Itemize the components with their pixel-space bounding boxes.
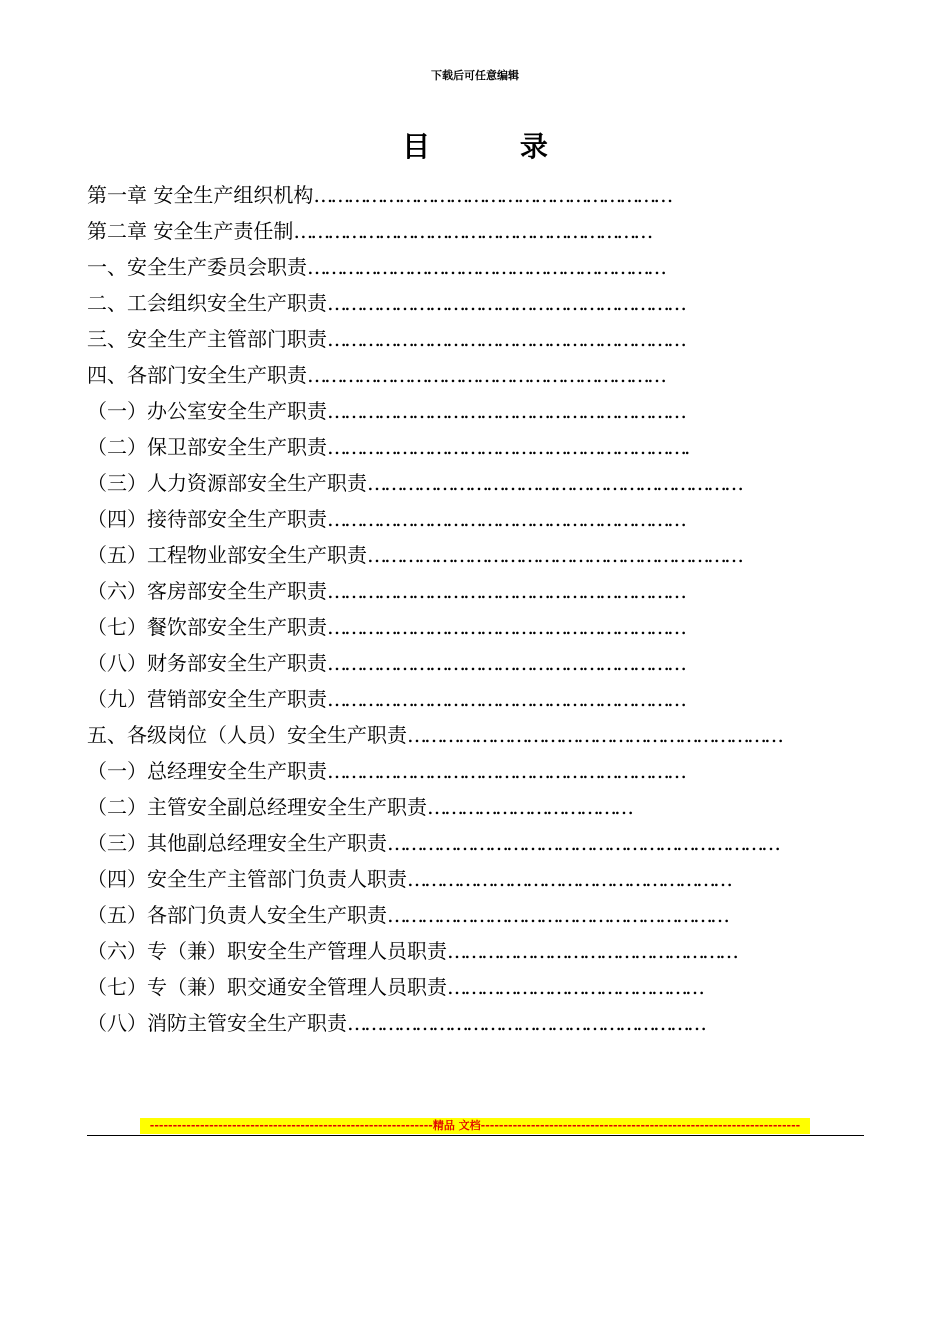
toc-entry-label: 第一章 安全生产组织机构	[87, 183, 314, 207]
page-title: 目 录	[402, 130, 588, 163]
toc-leader-dots: ………………………………………………………	[293, 219, 651, 243]
toc-entry[interactable]	[87, 537, 867, 573]
toc-entry[interactable]	[87, 789, 867, 825]
toc-entry-label: （六）专（兼）职安全生产管理人员职责	[87, 939, 447, 963]
toc-entry[interactable]	[87, 933, 867, 969]
toc-entry-label: （三）人力资源部安全生产职责	[87, 471, 367, 495]
toc-leader-dots: ………………………………………………………	[327, 507, 684, 531]
toc-leader-dots: ………………………………………………………	[327, 327, 684, 351]
toc-leader-dots: ………………………………………………………	[327, 687, 684, 711]
toc-entry[interactable]	[87, 285, 867, 321]
table-of-contents	[87, 177, 867, 1041]
header-note: 下载后可任意编辑	[431, 69, 519, 82]
toc-entry-label: （六）客房部安全生产职责	[87, 579, 327, 603]
toc-entry-label: （五）各部门负责人安全生产职责	[87, 903, 387, 927]
toc-entry-label: （九）营销部安全生产职责	[87, 687, 327, 711]
toc-entry-label: （八）财务部安全生产职责	[87, 651, 327, 675]
toc-entry[interactable]	[87, 213, 867, 249]
toc-entry-label: （五）工程物业部安全生产职责	[87, 543, 367, 567]
toc-entry[interactable]	[87, 861, 867, 897]
toc-entry[interactable]	[87, 969, 867, 1005]
toc-entry[interactable]	[87, 429, 867, 465]
toc-entry[interactable]	[87, 753, 867, 789]
toc-leader-dots: ……………………………………………………….	[327, 435, 688, 459]
toc-entry[interactable]	[87, 177, 867, 213]
toc-entry[interactable]	[87, 825, 867, 861]
toc-leader-dots: ………………………………	[427, 795, 631, 819]
toc-entry[interactable]	[87, 897, 867, 933]
toc-entry[interactable]	[87, 609, 867, 645]
toc-leader-dots: ………………………………………………………	[327, 579, 684, 603]
toc-entry-label: （二）保卫部安全生产职责	[87, 435, 327, 459]
toc-entry-label: （四）安全生产主管部门负责人职责	[87, 867, 407, 891]
toc-entry[interactable]	[87, 321, 867, 357]
toc-leader-dots: ……………………………………………………………	[387, 831, 778, 855]
toc-leader-dots: ………………………………………………………	[327, 291, 684, 315]
toc-leader-dots: ……………………………………………………	[387, 903, 727, 927]
toc-entry-label: （七）专（兼）职交通安全管理人员职责	[87, 975, 447, 999]
toc-entry-label: （一）总经理安全生产职责	[87, 759, 327, 783]
toc-entry-label: （八）消防主管安全生产职责	[87, 1011, 347, 1035]
toc-leader-dots: …………………………………………………………	[367, 543, 741, 567]
toc-leader-dots: ………………………………………………………	[327, 615, 684, 639]
toc-entry-label: （七）餐饮部安全生产职责	[87, 615, 327, 639]
toc-leader-dots: …………………………………………………………	[407, 723, 781, 747]
toc-entry-label: （三）其他副总经理安全生产职责	[87, 831, 387, 855]
toc-leader-dots: ……………………………………………	[447, 939, 736, 963]
footer-divider	[87, 1135, 864, 1136]
toc-leader-dots: …………………………………………………	[407, 867, 730, 891]
toc-leader-dots: ………………………………………………………	[327, 399, 684, 423]
toc-leader-dots: ………………………………………………………	[313, 183, 671, 207]
toc-entry-label: 五、各级岗位（人员）安全生产职责	[87, 723, 407, 747]
toc-entry[interactable]	[87, 717, 867, 753]
toc-entry[interactable]	[87, 681, 867, 717]
toc-leader-dots: …………………………………………………………	[367, 471, 741, 495]
toc-leader-dots: ………………………………………………………	[327, 759, 684, 783]
toc-entry-label: 四、各部门安全生产职责	[87, 363, 307, 387]
toc-entry[interactable]	[87, 645, 867, 681]
toc-entry-label: 第二章 安全生产责任制	[87, 219, 294, 243]
toc-leader-dots: ………………………………………………………	[307, 255, 664, 279]
toc-entry-label: 二、工会组织安全生产职责	[87, 291, 327, 315]
toc-leader-dots: ………………………………………………………	[347, 1011, 704, 1035]
toc-entry-label: （一）办公室安全生产职责	[87, 399, 327, 423]
toc-entry[interactable]	[87, 501, 867, 537]
toc-entry-label: 一、安全生产委员会职责	[87, 255, 307, 279]
toc-leader-dots: ………………………………………………………	[327, 651, 684, 675]
toc-entry[interactable]	[87, 573, 867, 609]
toc-entry-label: 三、安全生产主管部门职责	[87, 327, 327, 351]
toc-entry[interactable]	[87, 1005, 867, 1041]
toc-leader-dots: ………………………………………………………	[307, 363, 664, 387]
watermark-banner: --------------------------------------------------------------精品 文档----------------------------------------------------------------------	[140, 1118, 810, 1134]
toc-entry-label: （四）接待部安全生产职责	[87, 507, 327, 531]
toc-entry-label: （二）主管安全副总经理安全生产职责	[87, 795, 427, 819]
toc-entry[interactable]	[87, 357, 867, 393]
toc-entry[interactable]	[87, 393, 867, 429]
toc-leader-dots: ………………………………………	[447, 975, 702, 999]
toc-entry[interactable]	[87, 249, 867, 285]
toc-entry[interactable]	[87, 465, 867, 501]
